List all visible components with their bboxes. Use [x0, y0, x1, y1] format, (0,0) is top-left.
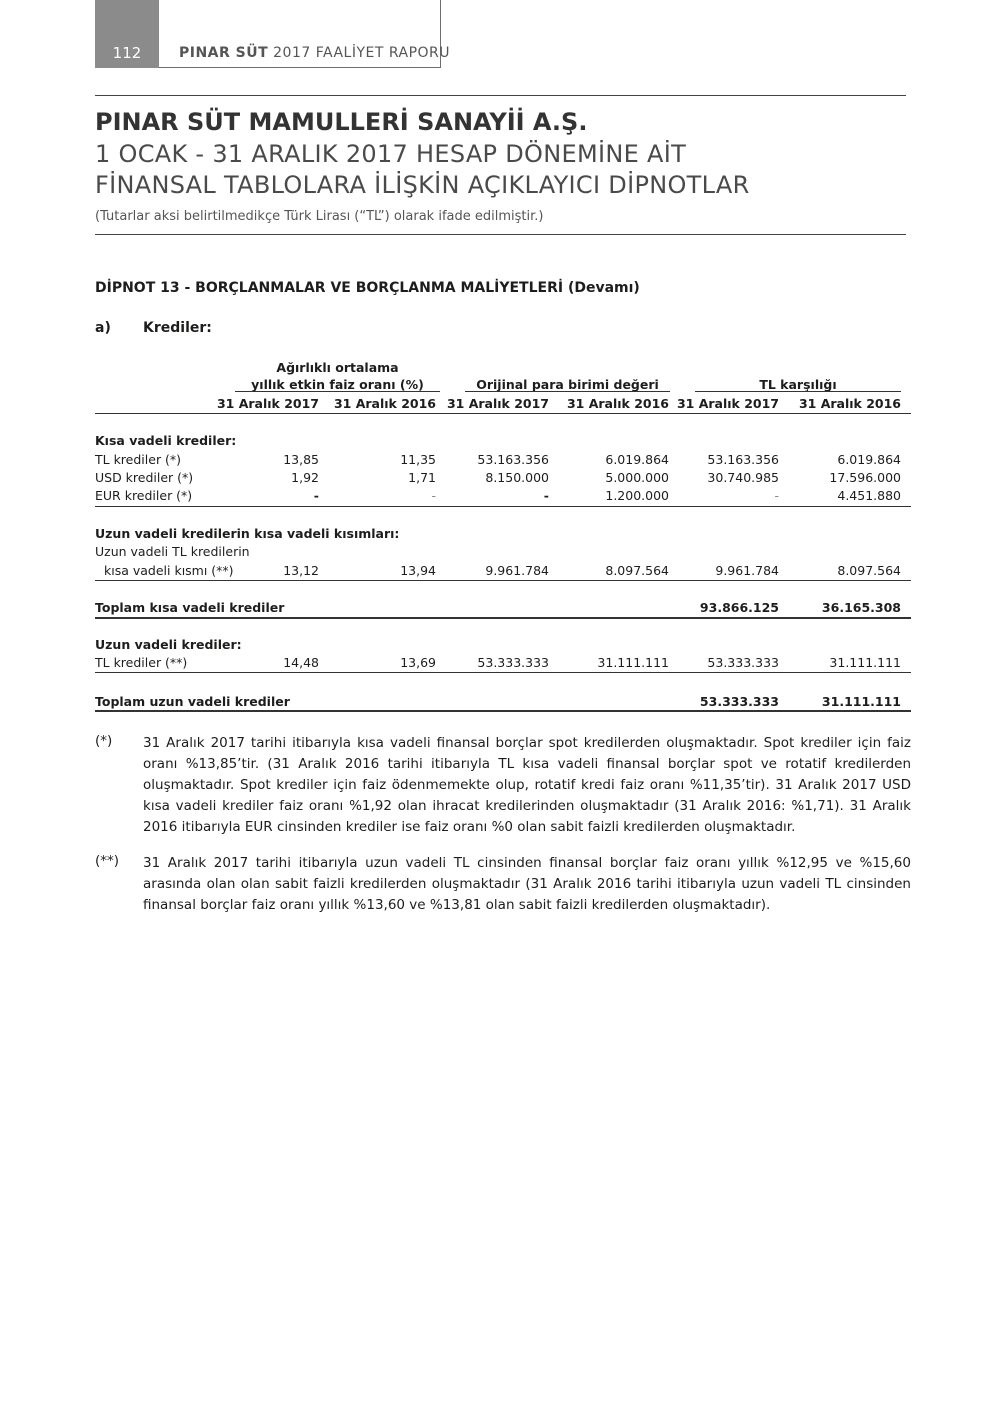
footnote-text: 31 Aralık 2017 tarihi itibarıyla uzun vadeli TL cinsinden finansal borçlar faiz oranı yıllık %12,95 ve %15,60 arasında olan olan sabit faizli kredilerden oluşmaktadır (31 Aralık 2016 tarihi itibarıyla uzun vadeli TL cinsinden finansal borçlar faiz oranı yıllık %13,60 ve %13,81 olan sabit faizli kredilerden oluşmaktadır). — [143, 855, 911, 913]
total-long-rule — [95, 710, 911, 712]
col-header: 31 Aralık 2016 — [333, 396, 436, 411]
company-title: PINAR SÜT MAMULLERİ SANAYİİ A.Ş. — [95, 108, 588, 136]
row-label: TL krediler (*) — [95, 452, 182, 467]
footnote-mark: (*) — [95, 733, 113, 749]
col-header: 31 Aralık 2016 — [566, 396, 669, 411]
total-short-2017: 93.866.125 — [699, 600, 779, 615]
cell: 31.111.111 — [597, 655, 669, 670]
footnote-mark: (**) — [95, 853, 120, 869]
cell: 13,94 — [400, 563, 436, 578]
col-header: 31 Aralık 2017 — [216, 396, 319, 411]
total-long-label: Toplam uzun vadeli krediler — [95, 694, 290, 709]
cell: 8.097.564 — [837, 563, 901, 578]
subsection-label: a) — [95, 320, 111, 336]
group-rule-rate — [235, 391, 440, 392]
brand-name: PINAR SÜT — [179, 45, 269, 61]
cell: 53.333.333 — [477, 655, 549, 670]
cell: 14,48 — [283, 655, 319, 670]
cell: 9.961.784 — [715, 563, 779, 578]
row-label: EUR krediler (*) — [95, 488, 193, 503]
cell: 53.333.333 — [707, 655, 779, 670]
footnote-text: 31 Aralık 2017 tarihi itibarıyla kısa vadeli finansal borçlar spot kredilerden oluşmaktadır. Spot krediler için faiz oranı %13,85’tir. (31 Aralık 2016 tarihi itibarıyla TL kısa vadeli finansal borçlar spot ve rotatif kredilerden oluşmaktadır. Spot krediler için faiz ödenmemekte olup, rotatif kredi faiz oranı %11,35’tir). 31 Aralık 2017 USD kısa vadeli krediler faiz oranı %1,92 olan ihracat kredilerinden oluşmaktadır (31 Aralık 2016: %1,71). 31 Aralık 2016 itibarıyla EUR cinsinden krediler ise faiz oranı %0 olan sabit faizli kredilerden oluşmaktadır. — [143, 735, 911, 835]
cell: - — [543, 488, 549, 503]
col-header: 31 Aralık 2017 — [676, 396, 779, 411]
total-long-2017: 53.333.333 — [699, 694, 779, 709]
section-heading: DİPNOT 13 - BORÇLANMALAR VE BORÇLANMA MALİYETLERİ (Devamı) — [95, 280, 640, 296]
subsection-title: Krediler: — [143, 320, 212, 336]
short-term-title: Kısa vadeli krediler: — [95, 433, 237, 448]
period-title: 1 OCAK - 31 ARALIK 2017 HESAP DÖNEMİNE AİT — [95, 140, 687, 168]
current-portion-title: Uzun vadeli kredilerin kısa vadeli kısımları: — [95, 526, 400, 541]
cell: 53.163.356 — [477, 452, 549, 467]
cell: - — [774, 488, 779, 503]
group-header-rate-line2: yıllık etkin faiz oranı (%) — [251, 377, 424, 392]
cell: 6.019.864 — [837, 452, 901, 467]
cell: - — [431, 488, 436, 503]
cell: 30.740.985 — [707, 470, 779, 485]
total-long-2016: 31.111.111 — [821, 694, 901, 709]
group-rule-original — [465, 391, 670, 392]
cell: 5.000.000 — [605, 470, 669, 485]
currency-note: (Tutarlar aksi belirtilmedikçe Türk Lirası (“TL”) olarak ifade edilmiştir.) — [95, 209, 544, 224]
cell: 9.961.784 — [485, 563, 549, 578]
total-short-label: Toplam kısa vadeli krediler — [95, 600, 285, 615]
group-header-tl: TL karşılığı — [759, 377, 837, 392]
cell: 31.111.111 — [829, 655, 901, 670]
col-header: 31 Aralık 2016 — [798, 396, 901, 411]
page-number-tab — [95, 0, 159, 68]
header-rule — [95, 413, 911, 414]
short-term-rule — [95, 506, 911, 507]
cell: - — [313, 488, 319, 503]
title-bottom-rule — [95, 234, 906, 235]
cell: 1.200.000 — [605, 488, 669, 503]
cell: 17.596.000 — [829, 470, 901, 485]
notes-title: FİNANSAL TABLOLARA İLİŞKİN AÇIKLAYICI DİPNOTLAR — [95, 171, 750, 199]
running-header-text — [179, 45, 450, 61]
long-term-rule — [95, 672, 911, 673]
current-portion-rule — [95, 580, 911, 581]
row-label: USD krediler (*) — [95, 470, 194, 485]
cell: 13,12 — [283, 563, 319, 578]
report-name: 2017 FAALİYET RAPORU — [273, 45, 451, 61]
title-top-rule — [95, 95, 906, 96]
running-header — [159, 0, 451, 68]
cell: 13,85 — [283, 452, 319, 467]
group-header-original: Orijinal para birimi değeri — [476, 377, 659, 392]
total-short-2016: 36.165.308 — [821, 600, 901, 615]
cell: 4.451.880 — [837, 488, 901, 503]
long-term-title: Uzun vadeli krediler: — [95, 637, 242, 652]
cell: 53.163.356 — [707, 452, 779, 467]
current-portion-label-2: kısa vadeli kısmı (**) — [104, 563, 234, 578]
cell: 11,35 — [400, 452, 436, 467]
cell: 8.150.000 — [485, 470, 549, 485]
group-header-rate-line1: Ağırlıklı ortalama — [276, 360, 399, 375]
group-rule-tl — [695, 391, 901, 392]
cell: 1,71 — [408, 470, 436, 485]
cell: 13,69 — [400, 655, 436, 670]
current-portion-label-1: Uzun vadeli TL kredilerin — [95, 544, 250, 559]
total-short-rule — [95, 617, 911, 619]
page-number: 112 — [112, 44, 142, 62]
cell: 8.097.564 — [605, 563, 669, 578]
cell: 1,92 — [291, 470, 319, 485]
col-header: 31 Aralık 2017 — [446, 396, 549, 411]
cell: 6.019.864 — [605, 452, 669, 467]
row-label: TL krediler (**) — [95, 655, 188, 670]
